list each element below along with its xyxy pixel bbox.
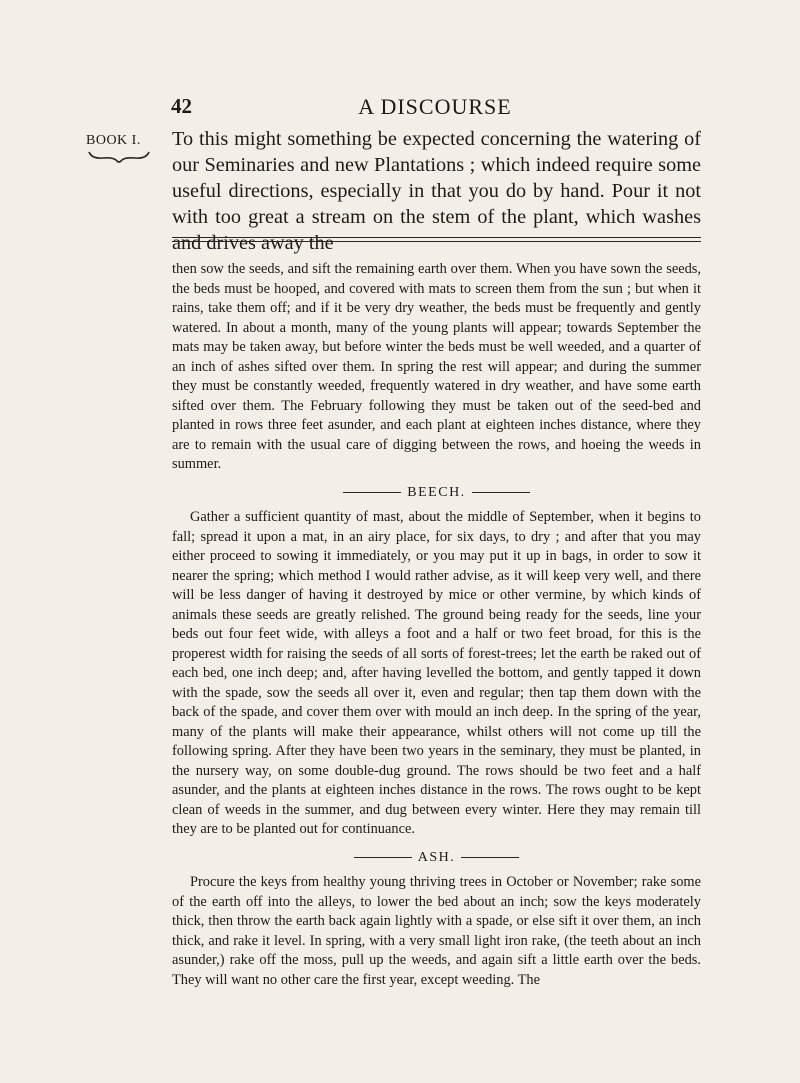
running-head: A DISCOURSE bbox=[358, 94, 512, 119]
section-heading-beech bbox=[172, 483, 701, 503]
heading-dash-right bbox=[472, 492, 530, 493]
section-heading-ash bbox=[172, 848, 701, 868]
footnote-rule bbox=[172, 237, 701, 238]
heading-dash-right bbox=[461, 857, 519, 858]
note-paragraph-ash: Procure the keys from healthy young thriving trees in October or November; rake some of the earth off into the alleys, to lower the bed about an inch; sow the keys moderately thick, then throw the earth back again lightly with a spade, or else sift it over them, an inch thick, and rake it level. In spring, with a very small light iron rake, (the teeth about an inch asunder,) rake off the moss, pull up the weeds, and again sift a little earth over the beds. They will want no other care the first year, except weeding. The bbox=[172, 874, 701, 988]
heading-dash-left bbox=[354, 857, 412, 858]
margin-note: BOOK I. bbox=[86, 133, 141, 148]
page-number: 42 bbox=[171, 94, 192, 118]
section-heading-ash-label: ASH. bbox=[417, 849, 456, 865]
note-paragraph-beech: Gather a sufficient quantity of mast, about the middle of September, when it begins to fall; spread it upon a mat, in an airy place, for six days, to dry ; and after that you may either proceed to sowing it immediately, or you may put it up in bags, in order to sow it nearer the spring; which method I would rather advise, as it will keep very well, and there will be less danger of having it destroyed by mice or other vermine, by which kinds of animals these seeds are greatly relished. The ground being ready for the seeds, line your beds out four feet wide, with alleys a foot and a half or two feet broad, for this is the properest width for raising the seeds of all sorts of forest-trees; let the earth be raked out of each bed, one inch deep; and, after having levelled the bottom, and gently tapped it down with the spade, sow the seeds all over it, even and regular; then tap them down with the back of the spade, and cover them over with mould an inch deep. In the spring of the year, many of the plants will make their appearance, whilst others will not come up till the following spring. After they have been two years in the seminary, they must be planted, in the nursery way, on some double-dug ground. The rows should be two feet and a half asunder, and the plants at eighteen inches distance in the rows. The rows ought to be kept clean of weeds in the summer, and dug between every winter. Here they may remain till they are to be planted out for continuance. bbox=[172, 509, 701, 837]
footnote-rule-inner bbox=[172, 241, 701, 242]
page-header bbox=[171, 94, 699, 120]
heading-dash-left bbox=[343, 492, 401, 493]
main-text: To this might something be expected concerning the watering of our Seminaries and new Plantations ; which indeed require some useful directions, especially in that you do by hand. Pour it not with too great a stream on the stem of the plant, which washes and drives away the bbox=[172, 128, 701, 254]
footnote-block bbox=[172, 260, 701, 990]
section-heading-beech-label: BEECH. bbox=[407, 484, 466, 500]
brace-icon bbox=[88, 150, 150, 164]
note-paragraph-seeds: then sow the seeds, and sift the remaining earth over them. When you have sown the seeds, the beds must be hooped, and covered with mats to screen them from the sun ; but when it rains, take them off; and if it be very dry weather, the beds must be frequently and gently watered. In about a month, many of the young plants will appear; towards September the mats may be taken away, but before winter the beds must be well weeded, and a quarter of an inch of ashes sifted over them. In spring the rest will appear; and during the summer they must be constantly weeded, frequently watered in dry weather, and have some earth sifted over them. The February following they must be taken out of the seed-bed and planted in rows three feet asunder, and each plant at eighteen inches distance, where they are to remain with the usual care of digging between the rows, and hoeing the weeds in summer. bbox=[172, 261, 701, 472]
